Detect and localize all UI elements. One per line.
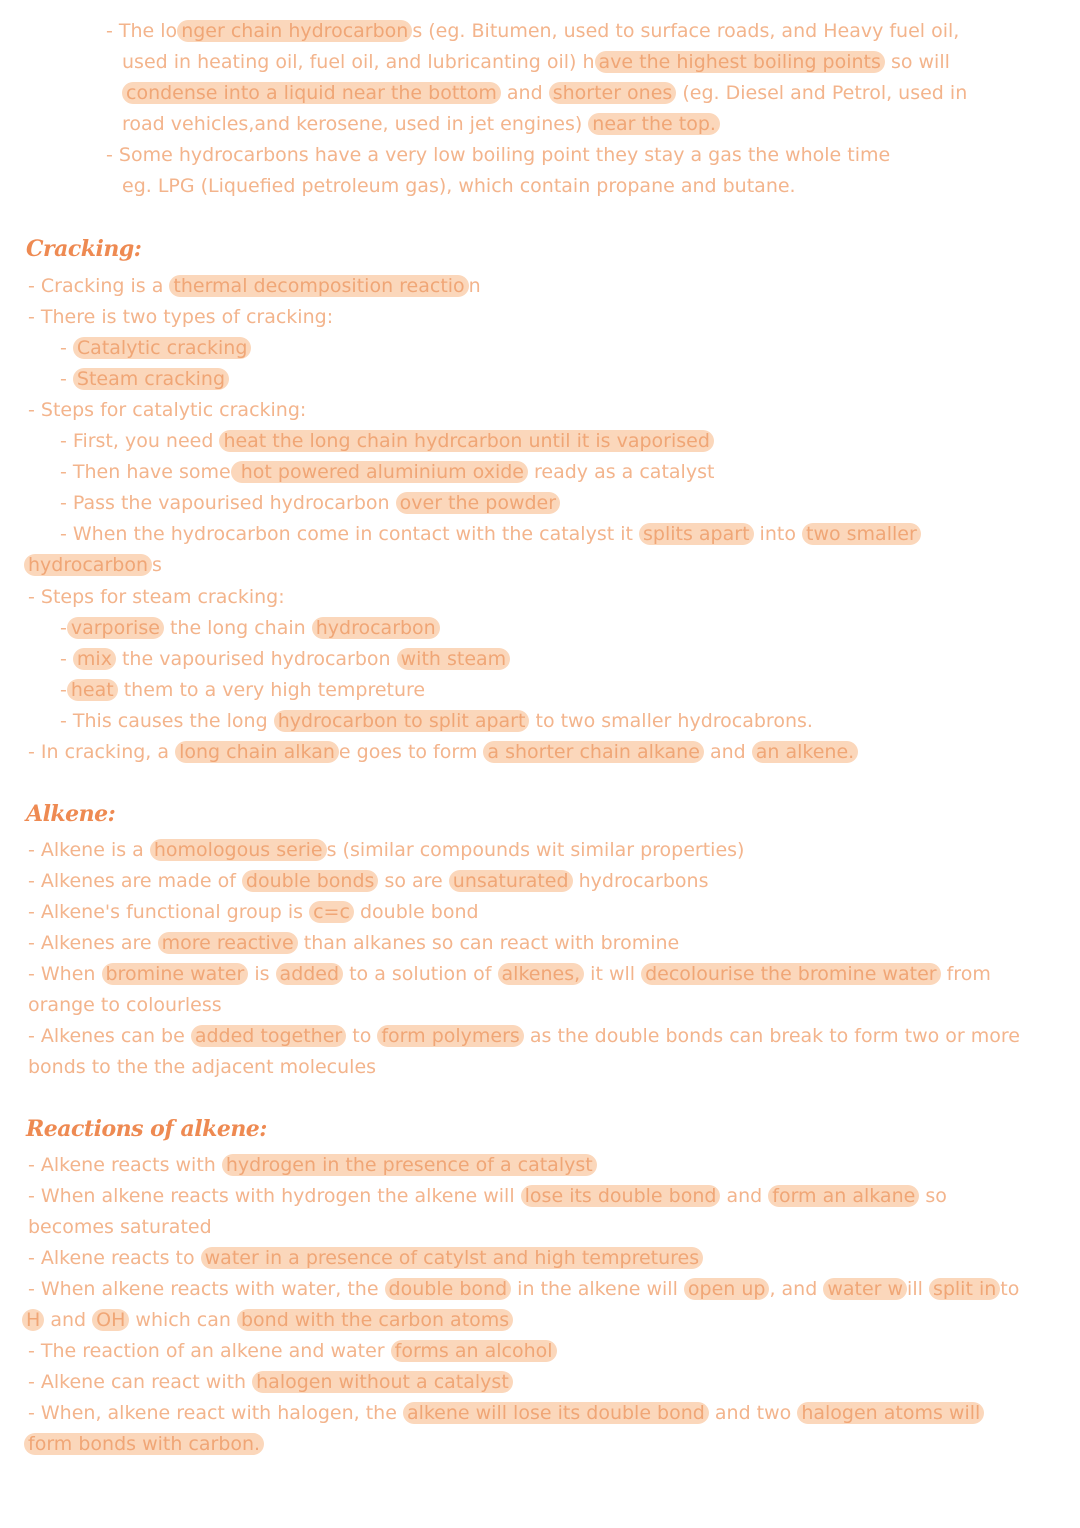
text-line	[28, 1274, 1019, 1305]
highlighted-text: mix	[73, 648, 116, 670]
text-line	[28, 959, 991, 990]
text-segment: as the double bonds can break to form two or more	[523, 1025, 1020, 1047]
highlighted-text: homologous serie	[150, 839, 327, 861]
highlighted-text: open up	[684, 1278, 770, 1300]
highlighted-text: hydrocarbon to split apart	[274, 710, 530, 732]
text-segment: the vapourised hydrocarbon	[115, 648, 397, 670]
text-segment: so	[919, 1185, 947, 1207]
text-segment: - Alkenes can be	[28, 1025, 191, 1047]
text-segment: orange to colourless	[28, 994, 222, 1016]
text-segment: than alkanes so can react with bromine	[297, 932, 680, 954]
text-line	[60, 488, 560, 519]
text-line	[28, 1150, 597, 1181]
highlighted-text: H	[22, 1309, 44, 1331]
text-segment: into	[753, 523, 802, 545]
text-segment: - This causes the long	[60, 710, 274, 732]
text-line	[28, 866, 709, 897]
highlighted-text: double bond	[385, 1278, 512, 1300]
highlighted-text: more reactive	[158, 932, 298, 954]
highlighted-text: heat	[67, 679, 118, 701]
text-segment: double bond	[353, 901, 479, 923]
text-segment: ill	[907, 1278, 929, 1300]
text-segment: used in heating oil, fuel oil, and lubricanting oil) h	[122, 51, 595, 73]
highlighted-text: splits apart	[639, 523, 754, 545]
text-segment: -	[60, 337, 73, 359]
highlighted-text: alkene will lose its double bond	[403, 1402, 709, 1424]
highlighted-text: condense into a liquid near the bottom	[122, 82, 501, 104]
text-segment: - The reaction of an alkene and water	[28, 1340, 391, 1362]
highlighted-text: hydrogen in the presence of a catalyst	[222, 1154, 597, 1176]
text-segment: -	[60, 617, 67, 639]
text-segment: -	[60, 679, 67, 701]
text-segment: becomes saturated	[28, 1216, 212, 1238]
text-segment: hydrocarbons	[572, 870, 709, 892]
text-segment: - The lo	[106, 20, 178, 42]
highlighted-text: bromine water	[102, 963, 249, 985]
highlighted-text: two smaller	[802, 523, 921, 545]
section-heading-alkene: Alkene:	[26, 801, 116, 827]
highlighted-text: lose its double bond	[521, 1185, 721, 1207]
text-segment: from	[940, 963, 991, 985]
text-line	[60, 364, 229, 395]
text-segment: - Alkene's functional group is	[28, 901, 310, 923]
text-line	[122, 109, 720, 140]
text-line	[60, 333, 251, 364]
text-line	[28, 1243, 703, 1274]
text-segment: - Alkene can react with	[28, 1371, 253, 1393]
text-segment: -	[60, 648, 73, 670]
highlighted-text: long chain alkan	[175, 741, 339, 763]
text-line	[60, 644, 510, 675]
text-segment: bonds to the the adjacent molecules	[28, 1056, 377, 1078]
text-line	[106, 16, 959, 47]
highlighted-text: bond with the carbon atoms	[237, 1309, 513, 1331]
highlighted-text: with steam	[397, 648, 511, 670]
text-line	[28, 1336, 557, 1367]
highlighted-text: decolourise the bromine water	[641, 963, 940, 985]
text-segment: - Pass the vapourised hydrocarbon	[60, 492, 396, 514]
text-segment: s	[152, 554, 162, 576]
text-segment: and	[500, 82, 549, 104]
highlighted-text: an alkene.	[752, 741, 858, 763]
text-segment: - When, alkene react with halogen, the	[28, 1402, 403, 1424]
text-line	[60, 613, 440, 644]
text-segment: so will	[884, 51, 950, 73]
highlighted-text: forms an alcohol	[391, 1340, 557, 1362]
highlighted-text: Steam cracking	[73, 368, 229, 390]
highlighted-text: heat the long chain hydrcarbon until it is vaporised	[219, 430, 713, 452]
text-segment: it wll	[584, 963, 642, 985]
text-line	[28, 990, 222, 1021]
text-line	[22, 1305, 513, 1336]
text-segment: - Steps for catalytic cracking:	[28, 399, 307, 421]
text-segment: - Cracking is a	[28, 275, 170, 297]
text-segment: eg. LPG (Liquefied petroleum gas), which contain propane and butane.	[122, 175, 796, 197]
highlighted-text: hydrocarbon	[312, 617, 440, 639]
text-segment: road vehicles,and kerosene, used in jet engines)	[122, 113, 589, 135]
text-line	[28, 1398, 984, 1429]
text-segment: to a solution of	[343, 963, 498, 985]
text-line	[122, 78, 967, 109]
text-segment: so are	[378, 870, 449, 892]
text-segment: which can	[129, 1309, 237, 1331]
text-segment: them to a very high tempreture	[117, 679, 426, 701]
highlighted-text: varporise	[67, 617, 164, 639]
section-heading-cracking: Cracking:	[26, 236, 142, 262]
text-segment: to	[346, 1025, 378, 1047]
text-segment: e goes to form	[338, 741, 484, 763]
text-line	[28, 835, 744, 866]
text-segment: , and	[769, 1278, 824, 1300]
text-segment: - Alkenes are made of	[28, 870, 242, 892]
text-segment: and	[44, 1309, 93, 1331]
text-segment: - Then have some	[60, 461, 231, 483]
highlighted-text: water in a presence of catylst and high tempretures	[201, 1247, 703, 1269]
text-segment: - Alkene reacts with	[28, 1154, 222, 1176]
text-line	[24, 1429, 264, 1460]
text-segment: - Steps for steam cracking:	[28, 586, 285, 608]
highlighted-text: Catalytic cracking	[73, 337, 251, 359]
text-segment: the long chain	[163, 617, 312, 639]
text-line	[28, 271, 481, 302]
highlighted-text: split in	[929, 1278, 1000, 1300]
text-segment: and	[703, 741, 752, 763]
text-segment: - Some hydrocarbons have a very low boiling point they stay a gas the whole time	[106, 144, 891, 166]
highlighted-text: a shorter chain alkane	[483, 741, 704, 763]
highlighted-text: unsaturated	[449, 870, 573, 892]
text-line	[60, 675, 425, 706]
text-segment: in the alkene will	[511, 1278, 684, 1300]
highlighted-text: over the powder	[396, 492, 560, 514]
text-segment: - When alkene reacts with hydrogen the alkene will	[28, 1185, 521, 1207]
text-line	[122, 47, 950, 78]
text-segment: - Alkene is a	[28, 839, 150, 861]
highlighted-text: alkenes,	[498, 963, 585, 985]
text-segment: - There is two types of cracking:	[28, 306, 334, 328]
highlighted-text: water w	[823, 1278, 907, 1300]
text-segment: (eg. Diesel and Petrol, used in	[676, 82, 968, 104]
text-line	[28, 928, 679, 959]
text-segment: - When the hydrocarbon come in contact with the catalyst it	[60, 523, 639, 545]
text-segment: s (eg. Bitumen, used to surface roads, and Heavy fuel oil,	[412, 20, 960, 42]
text-line	[106, 140, 890, 171]
text-segment: to two smaller hydrocabrons.	[529, 710, 813, 732]
text-segment: - In cracking, a	[28, 741, 176, 763]
text-line	[28, 395, 306, 426]
highlighted-text: halogen without a catalyst	[252, 1371, 513, 1393]
text-segment: - First, you need	[60, 430, 220, 452]
text-line	[28, 302, 333, 333]
highlighted-text: near the top.	[588, 113, 720, 135]
text-segment: - Alkene reacts to	[28, 1247, 201, 1269]
highlighted-text: hot powered aluminium oxide	[231, 461, 528, 483]
text-line	[60, 706, 813, 737]
text-line	[28, 1052, 376, 1083]
text-segment: - When	[28, 963, 102, 985]
text-segment: n	[468, 275, 481, 297]
text-line	[28, 897, 479, 928]
text-line	[122, 171, 796, 202]
highlighted-text: added	[276, 963, 344, 985]
text-segment: - Alkenes are	[28, 932, 158, 954]
text-segment: ready as a catalyst	[527, 461, 715, 483]
text-segment: - When alkene reacts with water, the	[28, 1278, 385, 1300]
text-segment: and two	[708, 1402, 798, 1424]
text-segment: and	[720, 1185, 769, 1207]
text-line	[60, 457, 714, 488]
highlighted-text: double bonds	[242, 870, 378, 892]
highlighted-text: ave the highest boiling points	[595, 51, 885, 73]
text-line	[28, 737, 858, 768]
highlighted-text: c=c	[309, 901, 354, 923]
text-segment: is	[248, 963, 276, 985]
text-line	[28, 1212, 212, 1243]
text-segment: -	[60, 368, 73, 390]
text-line	[60, 426, 714, 457]
highlighted-text: form an alkane	[768, 1185, 919, 1207]
text-line	[28, 582, 285, 613]
text-line	[28, 1367, 513, 1398]
text-segment: s (similar compounds wit similar properties)	[326, 839, 745, 861]
highlighted-text: thermal decomposition reactio	[169, 275, 468, 297]
highlighted-text: hydrocarbon	[24, 554, 152, 576]
highlighted-text: OH	[92, 1309, 129, 1331]
highlighted-text: nger chain hydrocarbon	[177, 20, 412, 42]
highlighted-text: halogen atoms will	[797, 1402, 984, 1424]
text-line	[28, 1021, 1020, 1052]
highlighted-text: form bonds with carbon.	[24, 1433, 264, 1455]
section-heading-reactions: Reactions of alkene:	[26, 1116, 267, 1142]
highlighted-text: added together	[191, 1025, 346, 1047]
text-line	[60, 519, 921, 550]
highlighted-text: shorter ones	[549, 82, 677, 104]
text-segment: to	[1000, 1278, 1020, 1300]
text-line	[28, 1181, 947, 1212]
highlighted-text: form polymers	[377, 1025, 523, 1047]
text-line	[24, 550, 162, 581]
